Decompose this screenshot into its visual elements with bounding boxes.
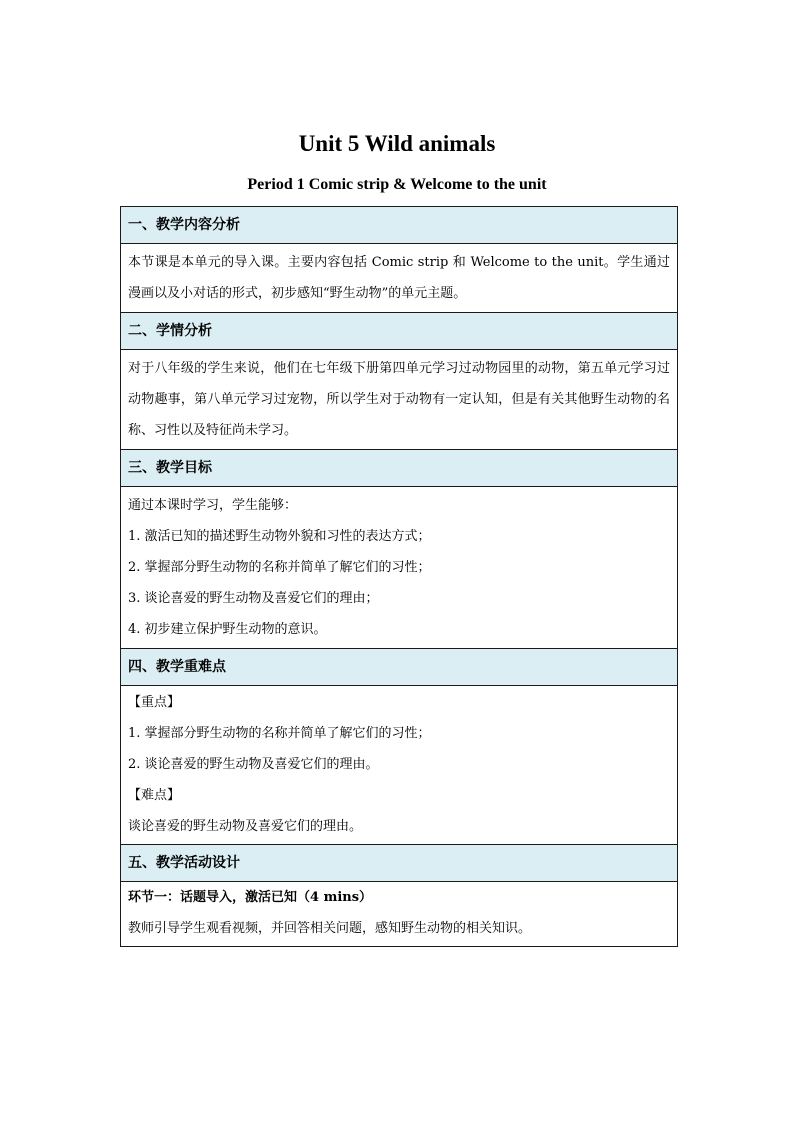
objective-item: 3. 谈论喜爱的野生动物及喜爱它们的理由； <box>128 591 379 606</box>
section-header-key-difficult-points <box>121 649 678 686</box>
objective-item: 2. 掌握部分野生动物的名称并简单了解它们的习性； <box>128 560 431 575</box>
section-body-student-analysis <box>121 350 678 450</box>
section-heading: 二、学情分析 <box>121 313 678 350</box>
lesson-plan-table <box>120 206 678 947</box>
section-header-teaching-objectives <box>121 450 678 487</box>
objectives-intro: 通过本课时学习，学生能够： <box>128 498 298 513</box>
key-points-label: 【重点】 <box>128 695 181 710</box>
section-body-key-difficult-points <box>121 686 678 845</box>
difficult-points-label: 【难点】 <box>128 788 181 803</box>
section-heading: 五、教学活动设计 <box>121 845 678 882</box>
section-body-activity-design <box>121 882 678 947</box>
key-point-item: 1. 掌握部分野生动物的名称并简单了解它们的习性； <box>128 726 431 741</box>
section-body-teaching-objectives <box>121 487 678 649</box>
section-paragraph: 本节课是本单元的导入课。主要内容包括 Comic strip 和 Welcome to the unit。学生通过漫画以及小对话的形式，初步感知“野生动物”的单元主题。 <box>128 255 670 301</box>
document-subtitle: Period 1 Comic strip & Welcome to the unit <box>247 176 547 193</box>
key-point-item: 2. 谈论喜爱的野生动物及喜爱它们的理由。 <box>128 757 379 772</box>
objective-item: 1. 激活已知的描述野生动物外貌和习性的表达方式； <box>128 529 431 544</box>
section-heading: 四、教学重难点 <box>121 649 678 686</box>
difficult-point-text: 谈论喜爱的野生动物及喜爱它们的理由。 <box>128 819 363 834</box>
activity-step-text: 教师引导学生观看视频，并回答相关问题，感知野生动物的相关知识。 <box>128 921 532 936</box>
section-heading: 一、教学内容分析 <box>121 207 678 244</box>
objective-item: 4. 初步建立保护野生动物的意识。 <box>128 622 327 637</box>
section-header-content-analysis <box>121 207 678 244</box>
section-header-student-analysis <box>121 313 678 350</box>
activity-step-title: 环节一：话题导入，激活已知（4 mins） <box>128 890 373 905</box>
section-heading: 三、教学目标 <box>121 450 678 487</box>
document-title: Unit 5 Wild animals <box>298 131 496 156</box>
section-paragraph: 对于八年级的学生来说，他们在七年级下册第四单元学习过动物园里的动物，第五单元学习过动物趣事，第八单元学习过宠物，所以学生对于动物有一定认知，但是有关其他野生动物的名称、习性以及特征尚未学习。 <box>128 361 670 438</box>
section-body-content-analysis <box>121 244 678 313</box>
section-header-activity-design <box>121 845 678 882</box>
